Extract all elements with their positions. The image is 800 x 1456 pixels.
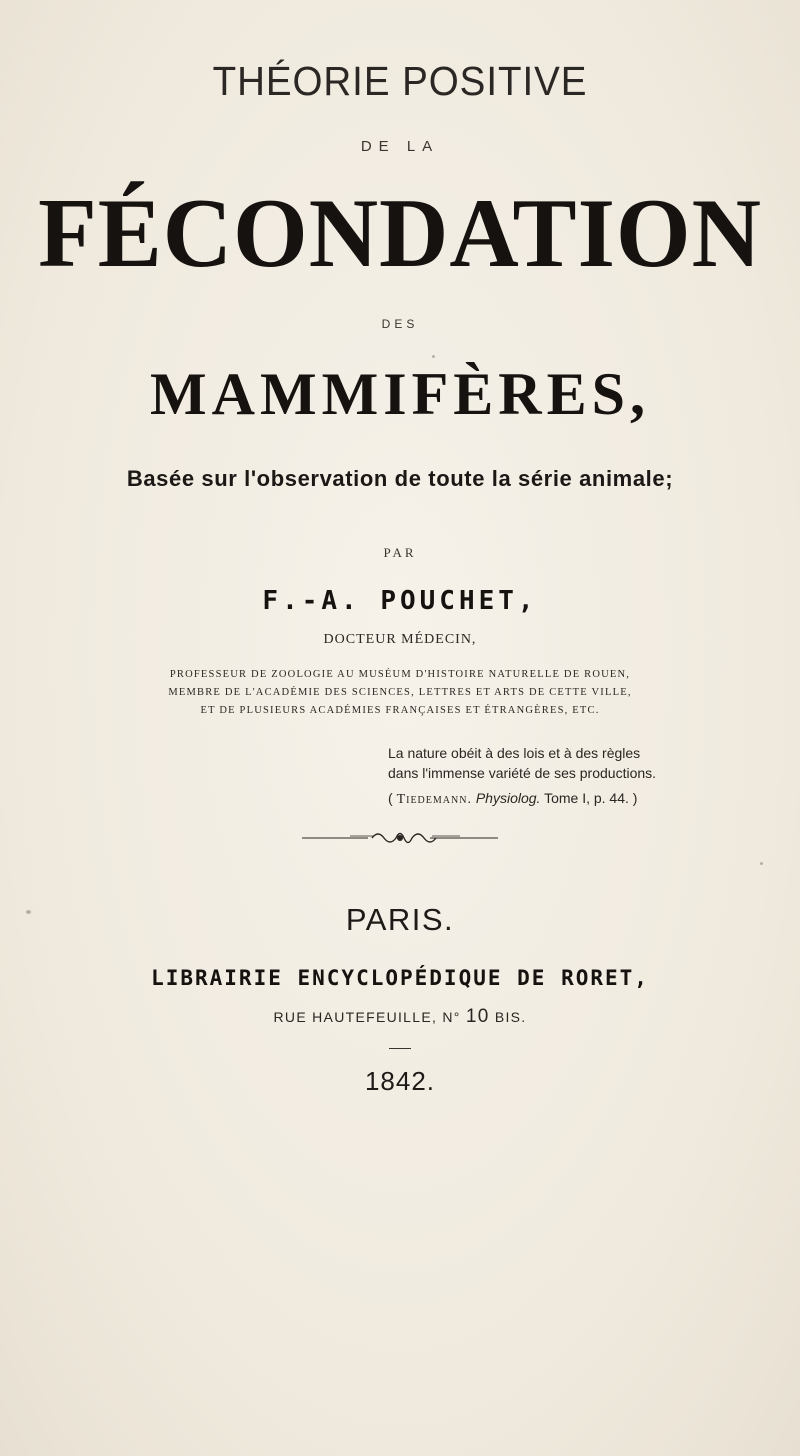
epigraph-line: La nature obéit à des lois et à des règles [388, 745, 641, 761]
author-credential: ET DE PLUSIEURS ACADÉMIES FRANÇAISES ET ÉTRANGÈRES, ETC. [200, 705, 600, 716]
epigraph-line: dans l'immense variété de ses productions. [388, 765, 657, 781]
byline-par: PAR [383, 545, 417, 560]
address-street: RUE HAUTEFEUILLE, N° [273, 1009, 461, 1025]
title-subject: MAMMIFÈRES, [150, 361, 650, 427]
imprint-publisher: LIBRAIRIE ENCYCLOPÉDIQUE DE RORET, [151, 966, 649, 990]
paper-speck [760, 862, 763, 865]
citation-rest: Tome I, p. 44. ) [544, 790, 638, 806]
author-name: F.-A. POUCHET, [262, 586, 538, 616]
citation-author: Tiedemann. [396, 792, 472, 807]
citation-work: Physiolog. [475, 790, 541, 806]
citation-open: ( [388, 790, 393, 806]
paper-speck [26, 910, 31, 914]
title-de-la: DE LA [360, 138, 440, 155]
paper-speck [432, 355, 435, 358]
title-main: FÉCONDATION [38, 179, 762, 288]
imprint-city: PARIS. [345, 902, 455, 937]
title-line-1: THÉORIE POSITIVE [212, 58, 588, 104]
epigraph-citation [388, 789, 768, 809]
subtitle: Basée sur l'observation de toute la série animale; [126, 466, 674, 491]
epigraph [388, 744, 768, 809]
imprint-address [0, 1006, 800, 1028]
author-credential: MEMBRE DE L'ACADÉMIE DES SCIENCES, LETTRES ET ARTS DE CETTE VILLE, [168, 687, 632, 698]
imprint-year: 1842. [364, 1066, 436, 1096]
address-number: 10 [465, 1006, 490, 1027]
divider-rule [389, 1048, 411, 1049]
author-degree: DOCTEUR MÉDECIN, [323, 632, 477, 647]
address-suffix: BIS. [494, 1009, 527, 1025]
ornament-divider-icon [300, 828, 500, 848]
title-des: DES [381, 317, 419, 331]
author-credential: PROFESSEUR DE ZOOLOGIE AU MUSÉUM D'HISTOIRE NATURELLE DE ROUEN, [169, 669, 631, 680]
